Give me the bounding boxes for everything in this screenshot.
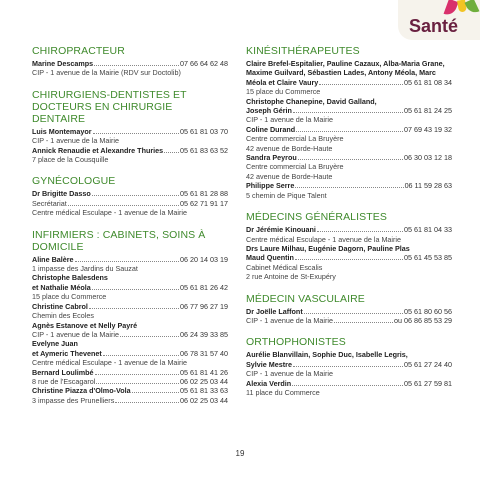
dot-leader — [89, 308, 179, 309]
dot-leader — [292, 385, 403, 386]
section-heading: KINÉSITHÉRAPEUTES — [246, 45, 360, 57]
address-line: Centre médical Esculape - 1 avenue de la Mairie — [246, 234, 402, 244]
listing-row — [246, 225, 452, 234]
dot-leader — [93, 133, 180, 134]
contact-name: Claire Brefel-Espitalier, Pauline Cazaux, Alba-Maria Grane, Maxime Guilvard, Sébastien Lades, Antony Méola, Marc — [246, 59, 445, 78]
contact-name: Christophe Chanepine, David Galland, — [246, 96, 377, 106]
listing-row — [246, 106, 452, 115]
dot-leader — [103, 355, 179, 356]
listing-row — [32, 330, 228, 339]
dot-leader — [92, 195, 179, 196]
phone-number: 05 61 81 33 63 — [180, 386, 228, 396]
phone-number: ou 06 86 85 53 29 — [394, 315, 452, 325]
address-line: 15 place du Commerce — [246, 87, 321, 97]
dot-leader — [94, 65, 179, 66]
phone-number: 05 61 80 60 56 — [404, 306, 452, 316]
address-line: 7 place de la Cousquille — [32, 155, 109, 165]
contact-name: et Nathalie Méola — [32, 282, 91, 292]
phone-number: 06 77 96 27 19 — [180, 301, 228, 311]
left-column — [32, 45, 228, 416]
dot-leader — [68, 205, 179, 206]
listing-row — [246, 125, 452, 134]
address-line: 42 avenue de Borde-Haute — [246, 143, 333, 153]
contact-name: Drs Laure Milhau, Eugénie Dagorn, Pauline Plas — [246, 243, 410, 253]
address-line: 5 chemin de Pique Talent — [246, 190, 327, 200]
directory-section — [32, 45, 228, 78]
phone-number: 07 66 64 62 48 — [180, 59, 228, 68]
section-heading: INFIRMIERS : CABINETS, SOINS À DOMICILE — [32, 228, 206, 253]
contact-name: Maud Quentin — [246, 253, 294, 263]
contact-address: Secrétariat — [32, 198, 67, 208]
dot-leader — [95, 374, 180, 375]
contact-address: 3 impasse des Prunelliers — [32, 395, 115, 405]
contact-name: Sylvie Mestre — [246, 359, 292, 369]
listing-row — [32, 146, 228, 155]
listing-row — [32, 302, 228, 311]
dot-leader — [293, 112, 403, 113]
contact-name: Sandra Peyrou — [246, 153, 297, 163]
directory-section — [246, 336, 452, 397]
address-line: 42 avenue de Borde-Haute — [246, 171, 333, 181]
listing-row — [32, 255, 228, 264]
phone-number: 05 61 27 59 81 — [404, 378, 452, 388]
contact-name: Alexia Verdin — [246, 378, 292, 388]
phone-number: 06 24 39 33 85 — [180, 329, 228, 339]
dot-leader — [319, 84, 403, 85]
address-line: 1 impasse des Jardins du Sauzat — [32, 264, 138, 274]
contact-name: Marine Descamps — [32, 59, 94, 68]
listing-row — [246, 360, 452, 369]
phone-number: 05 61 83 63 52 — [180, 145, 228, 155]
listing-row — [246, 153, 452, 162]
dot-leader — [164, 152, 179, 153]
dot-leader — [296, 131, 403, 132]
directory-section — [246, 293, 452, 326]
phone-number: 05 61 81 04 33 — [404, 225, 452, 235]
address-line: 2 rue Antoine de St-Exupéry — [246, 272, 336, 282]
contact-name: Méola et Claire Vaury — [246, 77, 319, 87]
address-line: 15 place du Commerce — [32, 292, 107, 302]
dot-leader — [120, 336, 179, 337]
phone-number: 06 78 31 57 40 — [180, 348, 228, 358]
dot-leader — [304, 313, 403, 314]
directory-section — [246, 211, 452, 281]
contact-name: Aline Balère — [32, 254, 74, 264]
contact-name: Joseph Gérin — [246, 106, 292, 116]
dot-leader — [295, 259, 403, 260]
contact-name: Bernard Loulimbé — [32, 367, 94, 377]
contact-name: et Aymeric Thevenet — [32, 348, 102, 358]
contact-name: Christine Cabrol — [32, 301, 88, 311]
phone-number: 05 61 81 41 26 — [180, 367, 228, 377]
listing-row — [32, 396, 228, 405]
listing-row — [32, 283, 228, 292]
address-line: 11 place du Commerce — [246, 387, 320, 397]
page-number: 19 — [235, 449, 245, 458]
listing-row — [32, 377, 228, 386]
address-line: Centre médical Esculape - 1 avenue de la Mairie — [32, 208, 188, 218]
directory-section — [32, 89, 228, 165]
section-heading: CHIRURGIENS-DENTISTES ET DOCTEURS EN CHIRURGIE DENTAIRE — [32, 88, 187, 125]
address-line: Centre commercial La Bruyère — [246, 134, 344, 144]
address-line: CIP - 1 avenue de la Mairie — [246, 369, 333, 379]
dot-leader — [96, 383, 179, 384]
contact-name: Philippe Serre — [246, 181, 295, 191]
listing-row — [246, 307, 452, 316]
phone-number: 05 61 81 08 34 — [404, 77, 452, 87]
listing-row — [32, 386, 228, 395]
listing-row — [246, 253, 452, 262]
address-line: CIP - 1 avenue de la Mairie — [246, 115, 333, 125]
contact-name: Agnès Estanove et Nelly Payré — [32, 320, 138, 330]
phone-number: 05 61 81 03 70 — [180, 126, 228, 136]
right-column — [246, 45, 452, 408]
listing-row — [32, 127, 228, 136]
address-line: CIP - 1 avenue de la Mairie — [32, 136, 119, 146]
contact-address: 8 rue de l'Escagarol — [32, 376, 96, 386]
contact-name: Christine Piazza d'Olmo-Vola — [32, 386, 131, 396]
address-line: Centre médical Esculape - 1 avenue de la Mairie — [32, 358, 188, 368]
listing-row — [246, 316, 452, 325]
section-heading: CHIROPRACTEUR — [32, 45, 125, 57]
address-line: Centre commercial La Bruyère — [246, 162, 344, 172]
dot-leader — [293, 366, 403, 367]
phone-number: 05 61 81 28 88 — [180, 189, 228, 199]
phone-number: 05 61 81 26 42 — [180, 282, 228, 292]
listing-row — [246, 181, 452, 190]
dot-leader — [334, 322, 393, 323]
dot-leader — [75, 261, 179, 262]
phone-number: 06 02 25 03 44 — [180, 376, 228, 386]
section-heading: GYNÉCOLOGUE — [32, 175, 116, 188]
contact-name: Dr Joëlle Laffont — [246, 306, 303, 316]
phone-number: 06 02 25 03 44 — [180, 395, 228, 405]
contact-name: Christophe Balesdens — [32, 273, 108, 283]
contact-address: CIP - 1 avenue de la Mairie — [246, 315, 333, 325]
listing-row — [32, 59, 228, 68]
listing-row — [246, 78, 452, 87]
dot-leader — [132, 392, 179, 393]
dot-leader — [115, 402, 179, 403]
contact-name: Dr Brigitte Dasso — [32, 189, 91, 199]
phone-number: 06 20 14 03 19 — [180, 254, 228, 264]
listing-row — [246, 379, 452, 388]
address-line: Cabinet Médical Escalis — [246, 262, 323, 272]
address-line: Chemin des Ecoles — [32, 311, 94, 321]
section-heading: MÉDECINS GÉNÉRALISTES — [246, 211, 387, 224]
listing-row — [32, 368, 228, 377]
contact-name: Evelyne Juan — [32, 339, 78, 349]
directory-section — [32, 175, 228, 217]
phone-number: 06 30 03 12 18 — [404, 153, 452, 163]
dot-leader — [317, 231, 403, 232]
listing-row — [32, 349, 228, 358]
directory-section — [32, 229, 228, 406]
phone-number: 07 69 43 19 32 — [404, 124, 452, 134]
address-line: CIP - 1 avenue de la Mairie (RDV sur Doctolib) — [32, 68, 181, 78]
contact-address: CIP - 1 avenue de la Mairie — [32, 329, 119, 339]
contact-name: Luis Montemayor — [32, 126, 92, 136]
listing-row — [32, 199, 228, 208]
phone-number: 05 61 27 24 40 — [404, 359, 452, 369]
contact-name: Coline Durand — [246, 124, 296, 134]
section-heading: ORTHOPHONISTES — [246, 336, 346, 349]
dot-leader — [295, 187, 403, 188]
phone-number: 05 61 45 53 85 — [404, 253, 452, 263]
section-heading: MÉDECIN VASCULAIRE — [246, 292, 365, 305]
phone-number: 05 61 81 24 25 — [404, 106, 452, 116]
contact-name: Dr Jérémie Kinouani — [246, 225, 316, 235]
dot-leader — [298, 159, 403, 160]
section-title: Santé — [409, 16, 459, 36]
phone-number: 05 62 71 91 17 — [180, 198, 228, 208]
contact-name: Annick Renaudie et Alexandre Thuries — [32, 145, 164, 155]
listing-row — [32, 189, 228, 198]
dot-leader — [92, 289, 179, 290]
contact-name: Aurélie Blanvillain, Sophie Duc, Isabelle Legris, — [246, 350, 408, 360]
directory-section — [246, 45, 452, 200]
phone-number: 06 11 59 28 63 — [404, 181, 452, 191]
